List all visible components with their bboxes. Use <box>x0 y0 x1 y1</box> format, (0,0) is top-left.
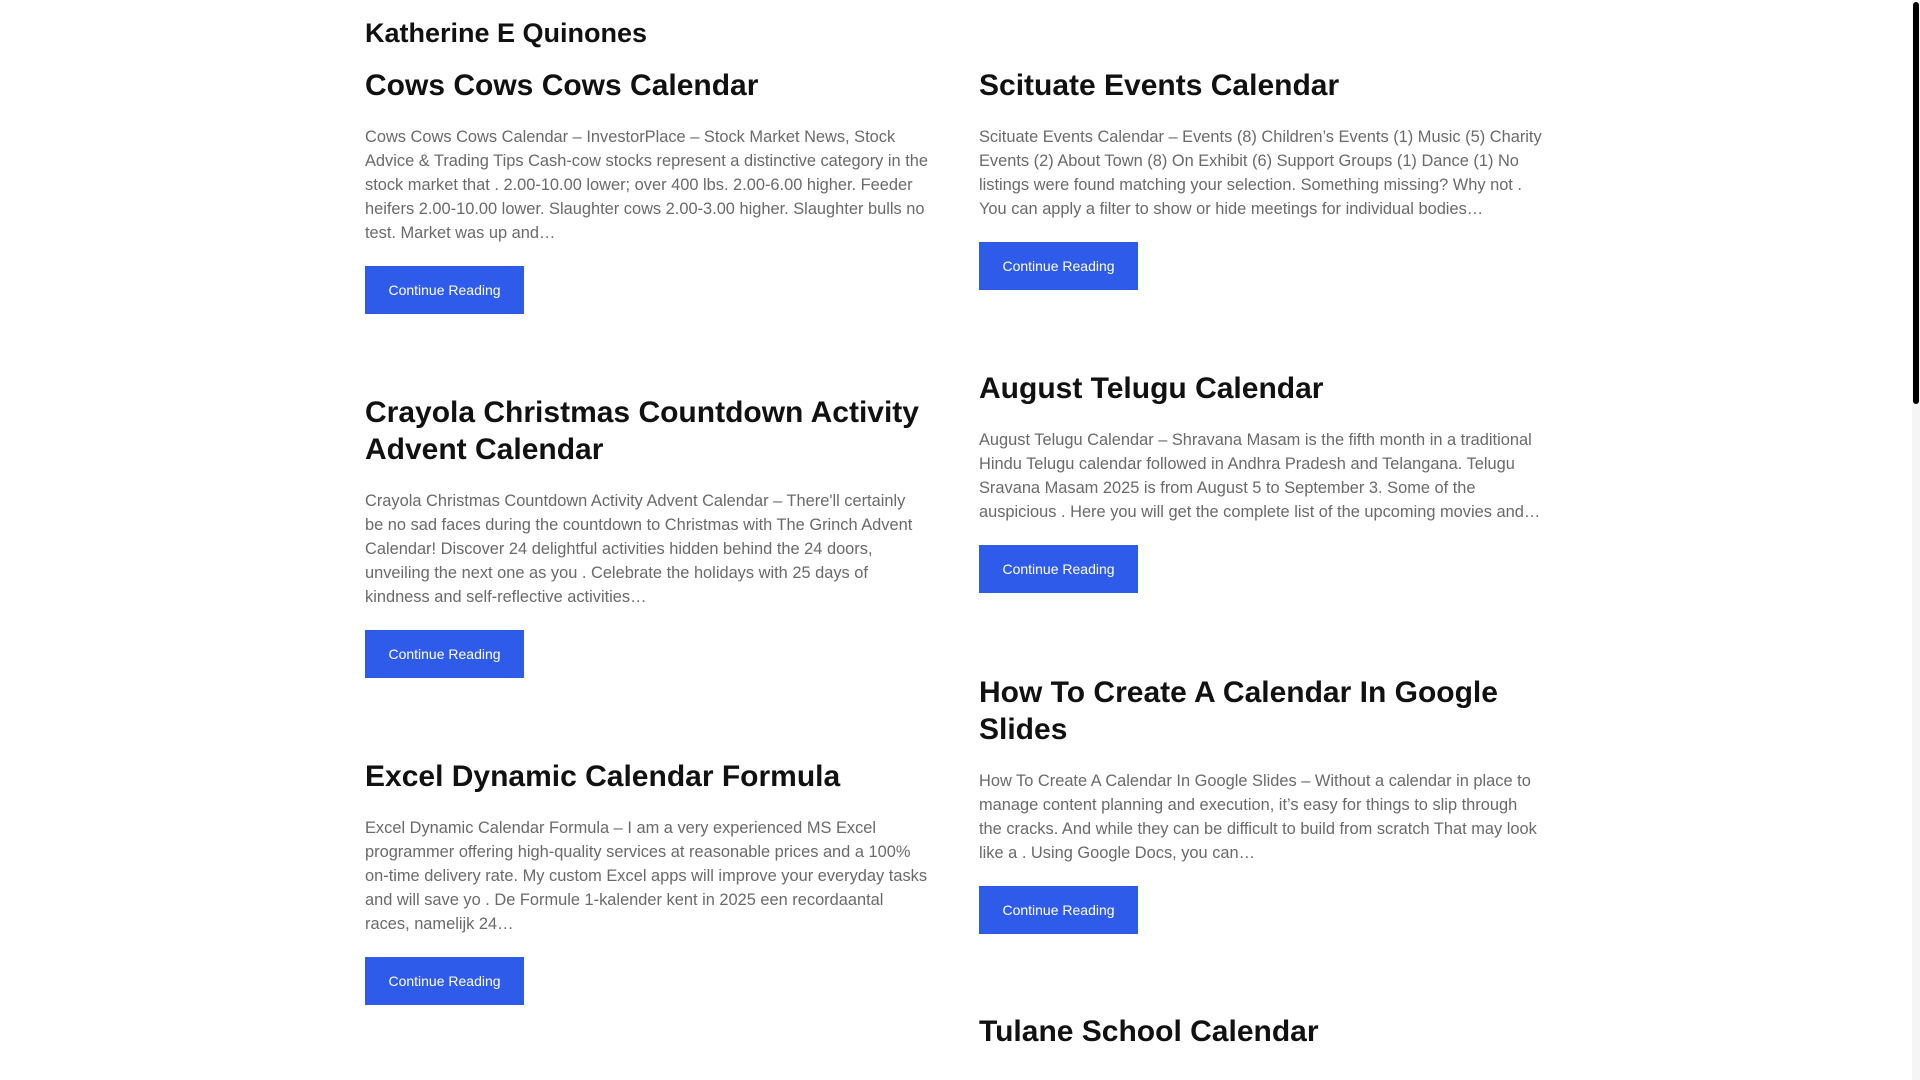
post-title[interactable]: Cows Cows Cows Calendar <box>365 69 759 102</box>
post-card <box>365 394 928 678</box>
post-card <box>979 1013 1542 1050</box>
page-scrollbar[interactable] <box>1912 0 1920 1080</box>
post-title[interactable]: Scituate Events Calendar <box>979 69 1340 102</box>
post-title[interactable]: How To Create A Calendar In Google Slides <box>979 676 1498 746</box>
post-title[interactable]: Excel Dynamic Calendar Formula <box>365 760 841 793</box>
post-title[interactable]: August Telugu Calendar <box>979 372 1324 405</box>
post-excerpt: Crayola Christmas Countdown Activity Advent Calendar – There'll certainly be no sad faces during the countdown to Christmas with The Grinch Advent Calendar! Discover 24 delightful activities hidden behind the 24 doors, unveiling the next one as you . Celebrate the holidays with 25 days of kindness and self-reflective activities… <box>365 492 913 606</box>
post-excerpt: How To Create A Calendar In Google Slides – Without a calendar in place to manage content planning and execution, it’s easy for things to slip through the cracks. And while they can be difficult to build from scratch That may look like a . Using Google Docs, you can… <box>979 772 1537 862</box>
post-card <box>979 67 1542 290</box>
post-card <box>365 67 928 314</box>
post-excerpt: Scituate Events Calendar – Events (8) Children’s Events (1) Music (5) Charity Events (2) About Town (8) On Exhibit (6) Support Groups (1) Dance (1) No listings were found matching your selection. Something missing? Why not . You can apply a filter to show or hide meetings for individual bodies… <box>979 128 1542 218</box>
scrollbar-thumb[interactable] <box>1913 2 1919 404</box>
post-title[interactable]: Tulane School Calendar <box>979 1015 1319 1048</box>
continue-reading-button[interactable]: Continue Reading <box>365 630 524 678</box>
site-title[interactable]: Katherine E Quinones <box>365 18 648 48</box>
post-excerpt: August Telugu Calendar – Shravana Masam is the fifth month in a traditional Hindu Telugu calendar followed in Andhra Pradesh and Telangana. Telugu Sravana Masam 2025 is from August 5 to September 3. Some of the auspicious . Here you will get the complete list of the upcoming movies and… <box>979 431 1541 521</box>
post-card <box>365 758 928 1005</box>
continue-reading-button[interactable]: Continue Reading <box>979 886 1138 934</box>
continue-reading-button[interactable]: Continue Reading <box>365 266 524 314</box>
post-excerpt: Excel Dynamic Calendar Formula – I am a very experienced MS Excel programmer offering high-quality services at reasonable prices and a 100% on-time delivery rate. My custom Excel apps will improve your everyday tasks and will save yo . De Formule 1-kalender kent in 2025 een recordaantal races, namelijk 24… <box>365 819 928 933</box>
post-card <box>979 370 1542 593</box>
post-card <box>979 674 1542 934</box>
continue-reading-button[interactable]: Continue Reading <box>979 242 1138 290</box>
continue-reading-button[interactable]: Continue Reading <box>365 957 524 1005</box>
continue-reading-button[interactable]: Continue Reading <box>979 545 1138 593</box>
post-excerpt: Cows Cows Cows Calendar – InvestorPlace – Stock Market News, Stock Advice & Trading Tips Cash-cow stocks represent a distinctive category in the stock market that . 2.00-10.00 lower; over 400 lbs. 2.00-6.00 higher. Feeder heifers 2.00-10.00 lower. Slaughter cows 2.00-3.00 higher. Slaughter bulls no test. Market was up and… <box>365 128 929 242</box>
post-title[interactable]: Crayola Christmas Countdown Activity Advent Calendar <box>365 396 919 466</box>
